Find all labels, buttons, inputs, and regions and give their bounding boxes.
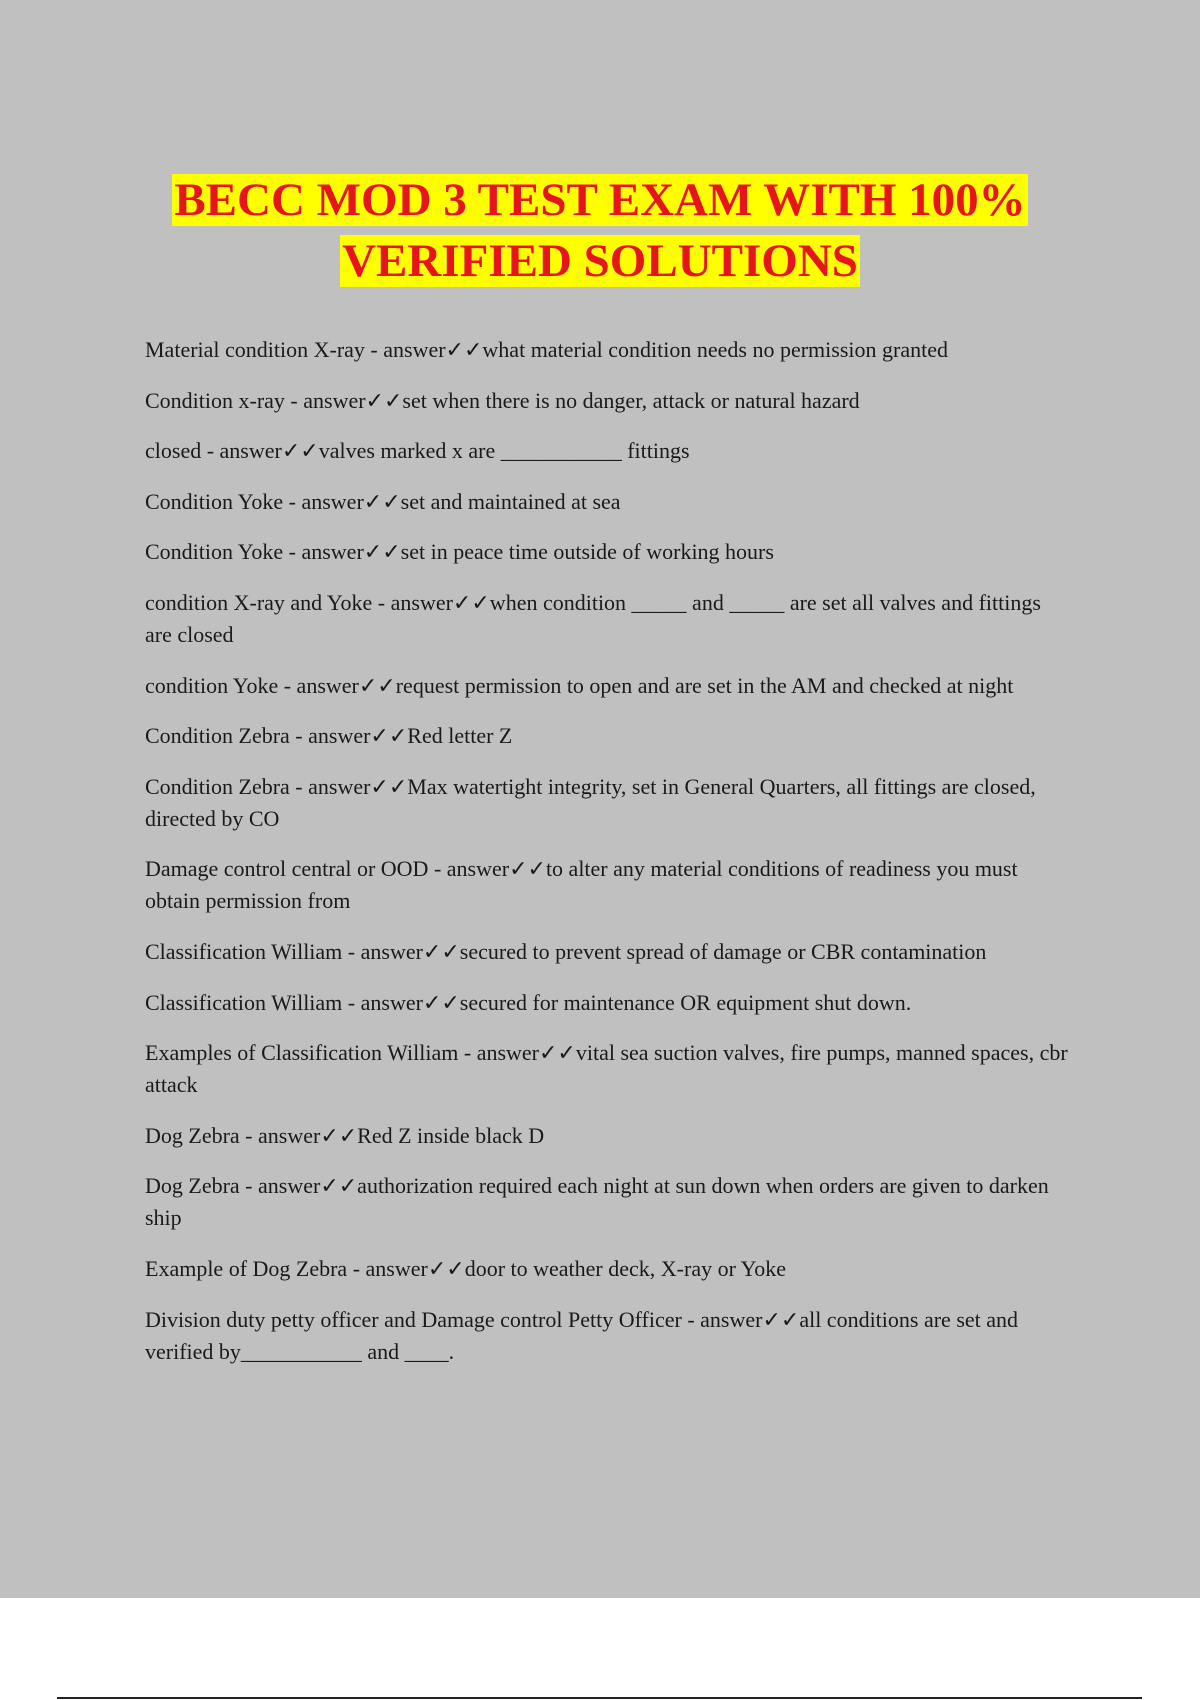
qa-item: closed - answer✓✓valves marked x are ___________ fittings (145, 438, 690, 464)
qa-item: Material condition X-ray - answer✓✓what material condition needs no permission granted (145, 337, 948, 362)
qa-item: Dog Zebra - answer✓✓Red Z inside black D (145, 1122, 545, 1148)
qa-item: Examples of Classification William - answer✓✓vital sea suction valves, fire pumps, manned spaces, cbr attack (145, 1040, 1068, 1098)
bottom-divider (57, 1697, 1142, 1699)
document-title (0, 170, 1200, 292)
qa-list (145, 334, 1070, 1386)
qa-item: Condition Zebra - answer✓✓Red letter Z (145, 723, 513, 749)
qa-item: condition Yoke - answer✓✓request permission to open and are set in the AM and checked at night (145, 672, 1014, 698)
qa-item: Condition Zebra - answer✓✓Max watertight integrity, set in General Quarters, all fittings are closed, directed by CO (145, 773, 1036, 831)
qa-item: Dog Zebra - answer✓✓authorization required each night at sun down when orders are given to darken ship (145, 1173, 1049, 1231)
qa-item: Classification William - answer✓✓secured for maintenance OR equipment shut down. (145, 989, 912, 1015)
qa-item: Condition Yoke - answer✓✓set and maintained at sea (145, 488, 621, 514)
qa-item: Example of Dog Zebra - answer✓✓door to weather deck, X-ray or Yoke (145, 1255, 787, 1281)
qa-item: Condition x-ray - answer✓✓set when there is no danger, attack or natural hazard (145, 387, 860, 413)
title-line-1: BECC MOD 3 TEST EXAM WITH 100% (174, 174, 1026, 226)
qa-item: condition X-ray and Yoke - answer✓✓when condition _____ and _____ are set all valves and fittings are closed (145, 589, 1041, 647)
qa-item: Condition Yoke - answer✓✓set in peace time outside of working hours (145, 539, 774, 565)
title-line-2: VERIFIED SOLUTIONS (342, 235, 858, 287)
qa-item: Division duty petty officer and Damage control Petty Officer - answer✓✓all conditions are set and verified by___________ and ____. (145, 1306, 1019, 1364)
qa-item: Damage control central or OOD - answer✓✓to alter any material conditions of readiness you must obtain permission from (145, 856, 1018, 914)
qa-item: Classification William - answer✓✓secured to prevent spread of damage or CBR contamination (145, 938, 987, 964)
